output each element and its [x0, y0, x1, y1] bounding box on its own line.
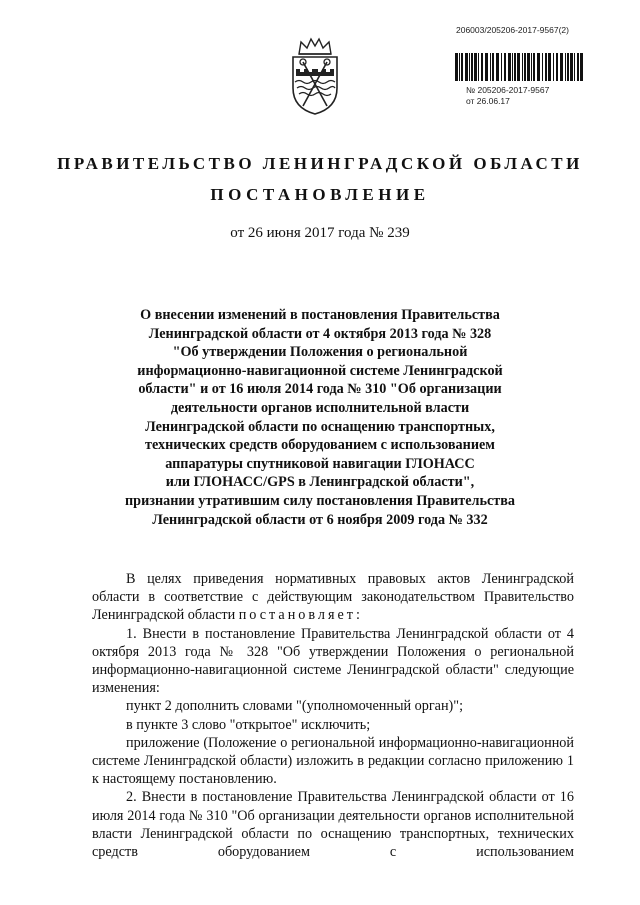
resolves-word: постановляет	[238, 607, 357, 624]
document-date: от 26 июня 2017 года № 239	[230, 225, 410, 241]
title-line: области" и от 16 июля 2014 года № 310 "Об организации	[138, 381, 502, 398]
title-line: аппаратуры спутниковой навигации ГЛОНАСС	[165, 455, 475, 472]
title-line: признании утратившим силу постановления Правительства	[125, 492, 515, 509]
title-line: Ленинградской области от 6 ноября 2009 года № 332	[152, 511, 488, 528]
preamble-text: В целях приведения нормативных правовых актов Ленинградской области в соответствие с действующим законодательством Правительство Ленинградской области	[92, 571, 574, 624]
paragraph-preamble	[92, 570, 574, 625]
document-type: ПОСТАНОВЛЕНИЕ	[210, 185, 430, 204]
registration-info	[466, 85, 549, 107]
registration-number: № 205206-2017-9567	[466, 85, 550, 95]
title-line: деятельности органов исполнительной власти	[170, 399, 470, 416]
paragraph-item-1-b: в пункте 3 слово "открытое" исключить;	[126, 716, 371, 733]
document-title	[100, 306, 540, 529]
title-line: Ленинградской области по оснащению транспортных,	[145, 418, 495, 435]
barcode-icon	[455, 53, 585, 81]
document-body	[92, 570, 574, 861]
registration-date: от 26.06.17	[466, 96, 510, 106]
title-line: "Об утверждении Положения о региональной	[172, 344, 468, 361]
title-line: О внесении изменений в постановления Правительства	[140, 307, 500, 323]
title-line: Ленинградской области от 4 октября 2013 года № 328	[148, 325, 492, 342]
coat-of-arms-icon	[287, 36, 343, 116]
organization-name: ПРАВИТЕЛЬСТВО ЛЕНИНГРАДСКОЙ ОБЛАСТИ	[57, 154, 583, 173]
paragraph-item-2: 2. Внести в постановление Правительства Ленинградской области от 16 июля 2014 года № 310 "Об организации деятельности органов исполнительной власти Ленинградской области по оснащению транспортных, технических средств оборудованием с использованием	[92, 789, 574, 861]
paragraph-item-1-c: приложение (Положение о региональной информационно-навигационной системе Ленинградской области) изложить в редакции согласно приложению 1 к настоящему постановлению.	[92, 734, 574, 788]
title-line: информационно-навигационной системе Ленинградской	[137, 362, 503, 379]
preamble-colon: :	[356, 607, 360, 624]
registration-code-top: 206003/205206-2017-9567(2)	[456, 25, 569, 35]
paragraph-item-1: 1. Внести в постановление Правительства Ленинградской области от 4 октября 2013 года № 328 "Об утверждении Положения о региональной информационно-навигационной системе Ленинградской области" следующие изменения:	[92, 625, 574, 697]
paragraph-item-1-a: пункт 2 дополнить словами "(уполномоченный орган)";	[126, 698, 464, 715]
title-line: технических средств оборудованием с использованием	[145, 437, 495, 454]
title-line: или ГЛОНАСС/GPS в Ленинградской области",	[165, 474, 475, 491]
